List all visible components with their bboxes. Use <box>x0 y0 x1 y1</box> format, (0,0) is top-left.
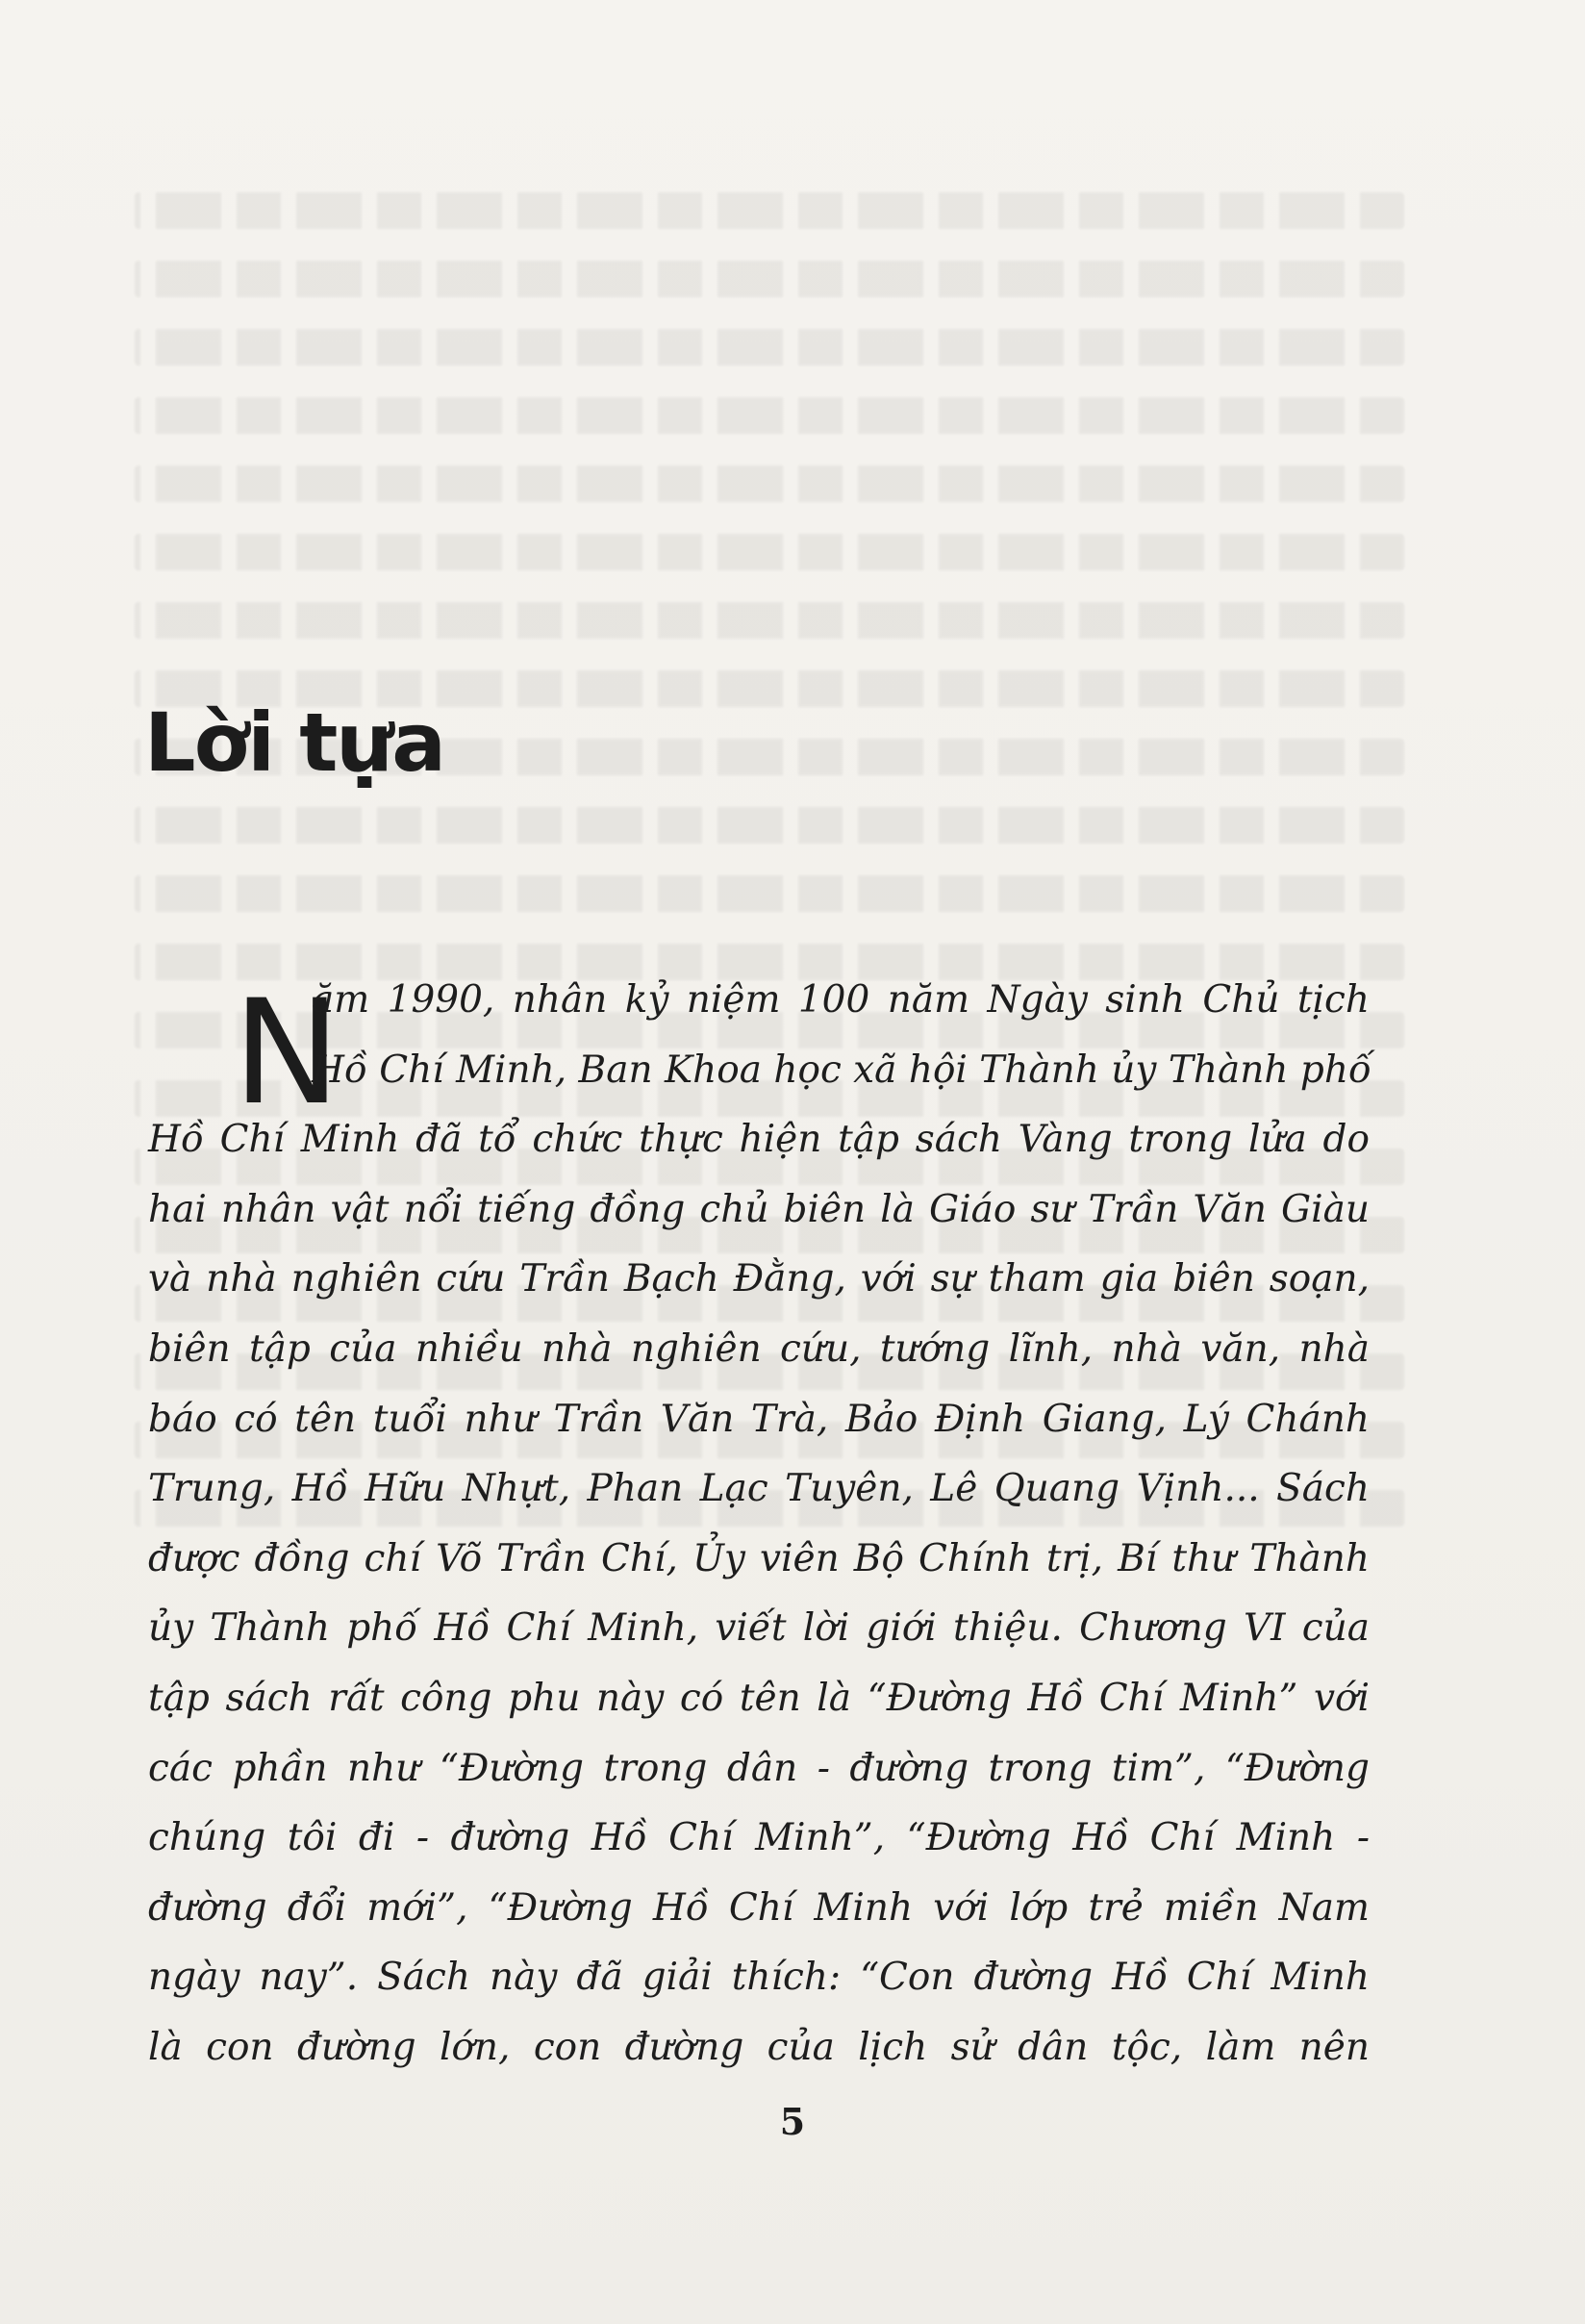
body-paragraph <box>148 966 1370 2084</box>
page-number: 5 <box>779 2100 806 2143</box>
text-line: chúng tôi đi - đường Hồ Chí Minh”, “Đường Hồ Chí Minh - <box>148 1816 1370 1860</box>
text-line: báo có tên tuổi như Trần Văn Trà, Bảo Định Giang, Lý Chánh <box>148 1397 1370 1441</box>
text-line: biên tập của nhiều nhà nghiên cứu, tướng lĩnh, nhà văn, nhà <box>148 1326 1370 1371</box>
text-line: ngày nay”. Sách này đã giải thích: “Con đường Hồ Chí Minh <box>148 1956 1370 2000</box>
drop-cap-letter: N <box>233 970 341 1137</box>
text-line: Hồ Chí Minh, Ban Khoa học xã hội Thành ủy Thành phố <box>312 1048 1371 1092</box>
text-line: được đồng chí Võ Trần Chí, Ủy viên Bộ Chính trị, Bí thư Thành <box>148 1536 1370 1580</box>
text-line: Trung, Hồ Hữu Nhựt, Phan Lạc Tuyên, Lê Quang Vịnh... Sách <box>148 1467 1370 1511</box>
text-line: tập sách rất công phu này có tên là “Đường Hồ Chí Minh” với <box>148 1676 1370 1720</box>
text-line: và nhà nghiên cứu Trần Bạch Đằng, với sự tham gia biên soạn, <box>148 1257 1370 1301</box>
text-line: hai nhân vật nổi tiếng đồng chủ biên là Giáo sư Trần Văn Giàu <box>148 1187 1370 1231</box>
text-line: là con đường lớn, con đường của lịch sử dân tộc, làm nên <box>148 2025 1370 2069</box>
text-line: các phần như “Đường trong dân - đường trong tim”, “Đường <box>148 1746 1370 1790</box>
text-line: ủy Thành phố Hồ Chí Minh, viết lời giới thiệu. Chương VI của <box>148 1606 1370 1651</box>
text-line: Hồ Chí Minh đã tổ chức thực hiện tập sách Vàng trong lửa do <box>148 1118 1370 1162</box>
chapter-heading: Lời tựa <box>144 695 444 790</box>
text-line: đường đổi mới”, “Đường Hồ Chí Minh với lớp trẻ miền Nam <box>148 1885 1370 1930</box>
text-line: ăm 1990, nhân kỷ niệm 100 năm Ngày sinh Chủ tịch <box>312 978 1370 1022</box>
